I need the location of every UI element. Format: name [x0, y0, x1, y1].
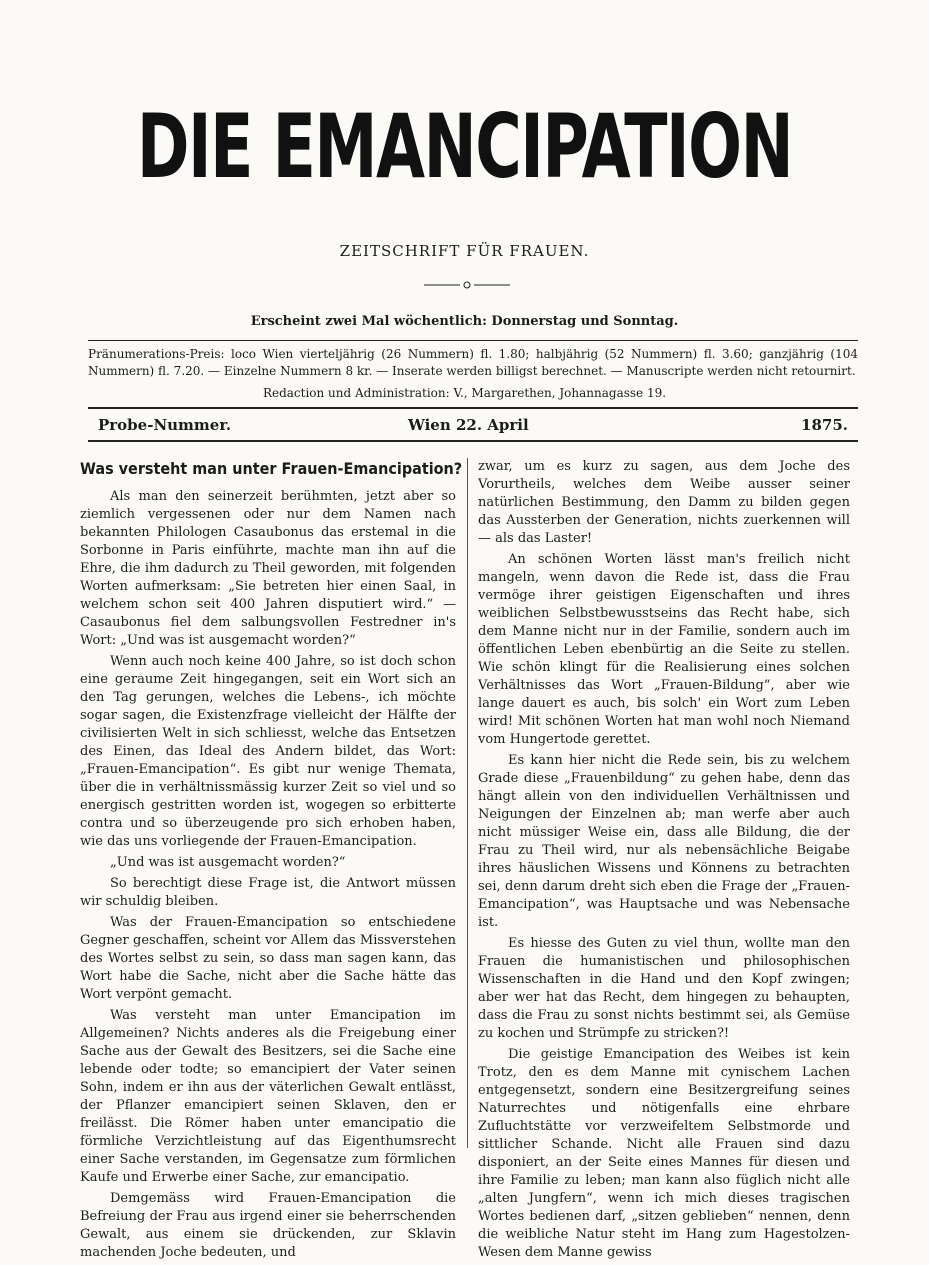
- redaction-address: Redaction und Administration: V., Margarethen, Johannagasse 19.: [262, 386, 667, 400]
- publication-schedule: Erscheint zwei Mal wöchentlich: Donnerstag und Sonntag.: [250, 314, 679, 329]
- column-divider: [467, 458, 468, 1148]
- paragraph: Demgemäss wird Frauen-Emancipation die Befreiung der Frau aus irgend einer sie beherrschenden Gewalt, aus einem sie drückenden, zur Sklavin machenden Joche bedeuten, und: [80, 1191, 456, 1260]
- paragraph: An schönen Worten lässt man's freilich nicht mangeln, wenn davon die Rede ist, dass die Frau vermöge ihrer geistigen Eigenschaften und ihres weiblichen Selbstbewusstseins das Recht habe, sich dem Manne nicht nur in der Familie, sondern auch im öffentlichen Leben ebenbürtig an die Seite zu stellen. Wie schön klingt für die Realisierung eines solchen Verhältnisses das Wort „Frauen-Bildung“, aber wie lange dauert es auch, bis solch' ein Wort zum Leben wird! Mit schönen Worten hat man wohl noch Niemand vom Hungertode gerettet.: [478, 552, 850, 747]
- paragraph: Wenn auch noch keine 400 Jahre, so ist doch schon eine geraume Zeit hingegangen, seit ein Wort sich an den Tag gerungen, welches die Lebens-, ich möchte sogar sagen, die Existenzfrage vielleicht der Hälfte der civilisierten Welt in sich schliesst, welche das Entsetzen des Einen, das Ideal des Andern bildet, das Wort: „Frauen-Emancipation“. Es gibt nur wenige Themata, über die in verhältnissmässig kurzer Zeit so viel und so energisch gestritten worden ist, wogegen so erbitterte contra und so überzeugende pro sich erhoben haben, wie das uns vorliegende der Frauen-Emancipation.: [80, 654, 456, 849]
- rule-issue-top: [88, 407, 858, 409]
- ornament-divider: [424, 280, 510, 290]
- paragraph: Was versteht man unter Emancipation im Allgemeinen? Nichts anderes als die Freigebung einer Sache aus der Gewalt des Besitzers, sei die Sache eine lebende oder todte; so emancipiert der Vater seinen Sohn, indem er ihn aus der väterlichen Gewalt entlässt, der Pflanzer emancipiert seinen Sklaven, den er freilässt. Die Römer haben unter emancipatio die förmliche Verzichtleistung auf das Eigenthumsrecht einer Sache verstanden, im Gegensatze zum förmlichen Kaufe und Erwerbe einer Sache, zur emancipatio.: [80, 1008, 456, 1185]
- paragraph: „Und was ist ausgemacht worden?“: [110, 855, 346, 870]
- article-column-left: [80, 458, 463, 1265]
- masthead-subtitle: ZEITSCHRIFT FÜR FRAUEN.: [339, 242, 590, 260]
- paragraph: Was der Frauen-Emancipation so entschiedene Gegner geschaffen, scheint vor Allem das Missverstehen des Wortes selbst zu sein, so dass man sagen kann, das Wort habe die Sache, nicht aber die Sache hätte das Wort verpönt gemacht.: [80, 915, 456, 1002]
- paragraph: zwar, um es kurz zu sagen, aus dem Joche des Vorurtheils, welches dem Weibe ausser seiner natürlichen Bestimmung, den Damm zu bilden gegen das Aussterben der Generation, nichts zuerkennen will — als das Laster!: [478, 459, 850, 546]
- paragraph: Die geistige Emancipation des Weibes ist kein Trotz, den es dem Manne mit cynischem Lachen entgegensetzt, sondern eine Besitzergreifung seines Naturrechtes und nötigenfalls eine ehrbare Zufluchtstätte vor verzweifeltem Selbstmorde und sittlicher Schande. Nicht alle Frauen sind dazu disponiert, an der Seite eines Mannes für diesen und ihre Familie zu leben; man kann also füglich nicht alle „alten Jungfern“, wenn ich mich dieses tragischen Wortes bedienen darf, „sitzen geblieben“ nennen, denn die weibliche Natur steht im Hang zum Hagestolzen-Wesen dem Manne gewiss: [478, 1047, 850, 1260]
- issue-year: 1875.: [801, 416, 848, 434]
- masthead-title: DIE EMANCIPATION: [136, 95, 793, 198]
- paragraph: So berechtigt diese Frage ist, die Antwort müssen wir schuldig bleiben.: [80, 876, 456, 909]
- subscription-prices: Pränumerations-Preis: loco Wien vierteljährig (26 Nummern) fl. 1.80; halbjährig (52 Nummern) fl. 3.60; ganzjährig (104 Nummern) fl. 7.20. — Einzelne Nummern 8 kr. — Inserate werden billigst berechnet. — Manuscripte werden nicht retournirt.: [88, 347, 858, 378]
- paragraph: Es kann hier nicht die Rede sein, bis zu welchem Grade diese „Frauenbildung“ zu gehen habe, denn das hängt allein von den individuellen Verhältnissen und Neigungen der Einzelnen ab; man werfe aber auch nicht müssiger Weise ein, dass alle Bildung, die der Frau zu Theil wird, nur als nebensächliche Beigabe ihres häuslichen Wissens und Könnens zu betrachten sei, denn darum dreht sich eben die Frage der „Frauen-Emancipation“, was Hauptsache und was Nebensache ist.: [478, 753, 850, 930]
- paragraph: Als man den seinerzeit berühmten, jetzt aber so ziemlich vergessenen oder nur dem Namen nach bekannten Philologen Casaubonus das erstemal in die Sorbonne in Paris einführte, machte man ihn auf die Ehre, die ihm dadurch zu Theil geworden, mit folgenden Worten aufmerksam: „Sie betreten hier einen Saal, in welchem schon seit 400 Jahren disputiert wird.“ — Casaubonus fiel dem salbungsvollen Festredner in's Wort: „Und was ist ausgemacht worden?“: [80, 489, 456, 648]
- issue-label: Probe-Nummer.: [98, 416, 232, 434]
- rule-issue-bottom: [88, 440, 858, 442]
- rule-top: [88, 340, 858, 341]
- issue-line: [88, 416, 858, 436]
- article-column-right: [478, 458, 850, 1265]
- article-heading: Was versteht man unter Frauen-Emancipation?: [80, 459, 463, 478]
- paragraph: Es hiesse des Guten zu viel thun, wollte man den Frauen die humanistischen und philosophischen Wissenschaften in die Hand und den Kopf zwingen; aber wer hat das Recht, dem hingegen zu behaupten, dass die Frau zu sonst nichts bestimmt sei, als Gemüse zu kochen und Strümpfe zu stricken?!: [478, 936, 850, 1041]
- issue-date: Wien 22. April: [408, 416, 529, 434]
